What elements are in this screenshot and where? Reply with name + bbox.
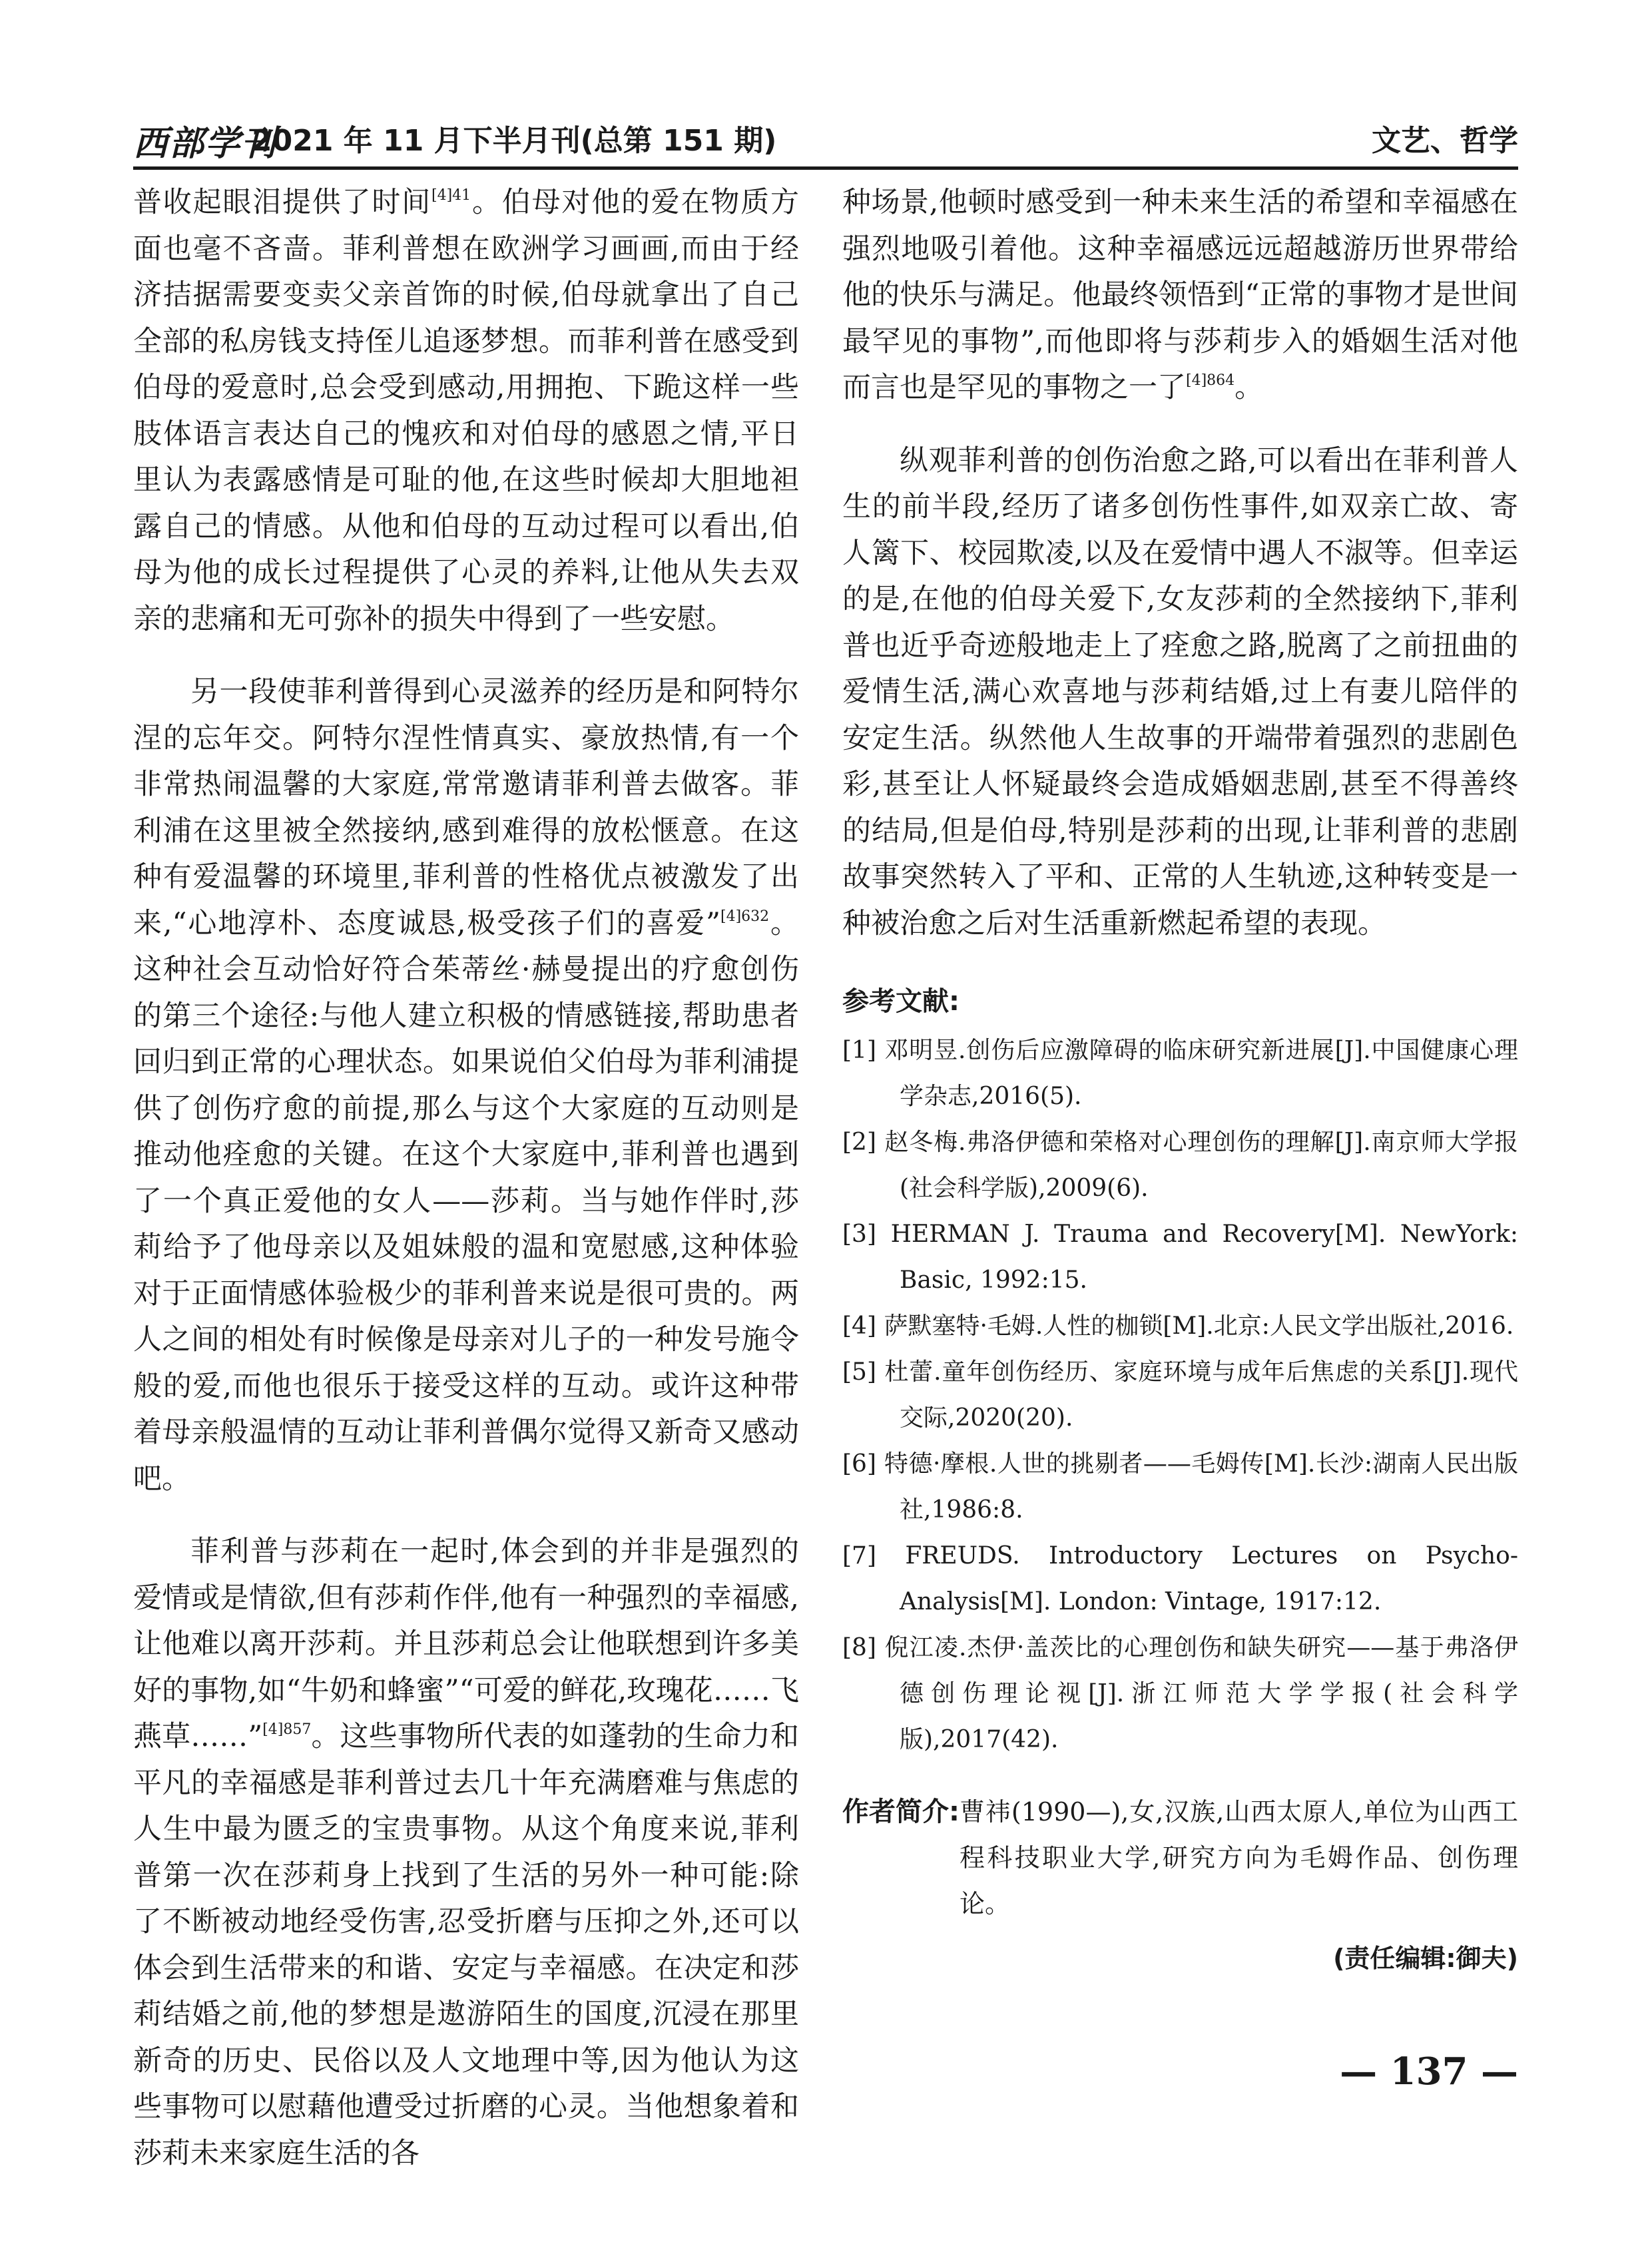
references-heading: 参考文献: (842, 986, 960, 1017)
author-bio (842, 1789, 1518, 1927)
body-paragraph: 菲利普与莎莉在一起时,体会到的并非是强烈的爱情或是情欲,但有莎莉作伴,他有一种强烈的幸福感,让他难以离开莎莉。并且莎莉总会让他联想到许多美好的事物,如“牛奶和蜂蜜”“可爱的鲜花,玫瑰花……飞燕草……”$^{[4]857}$。这些事物所代表的如蓬勃的生命力和平凡的幸福感是菲利普过去几十年充满磨难与焦虑的人生中最为匮乏的宝贵事物。从这个角度来说,菲利普第一次在莎莉身上找到了生活的另外一种可能:除了不断被动地经受伤害,忍受折磨与压抑之外,还可以体会到生活带来的和谐、安定与幸福感。在决定和莎莉结婚之前,他的梦想是遨游陌生的国度,沉浸在那里新奇的历史、民俗以及人文地理中等,因为他认为这些事物可以慰藉他遭受过折磨的心灵。当他想象着和莎莉未来家庭生活的各 (133, 1535, 800, 2170)
reference-item: [3] HERMAN J. Trauma and Recovery[M]. NewYork: Basic, 1992:15. (842, 1221, 1518, 1294)
author-text: 曹祎(1990—),女,汉族,山西太原人,单位为山西工程科技职业大学,研究方向为毛姆作品、创伤理论。 (960, 1797, 1518, 1918)
responsible-editor: (责任编辑:御夫) (1333, 1944, 1518, 1973)
section-name: 文艺、哲学 (1372, 124, 1518, 158)
left-column (133, 180, 799, 2177)
body-paragraph: 种场景,他顿时感受到一种未来生活的希望和幸福感在强烈地吸引着他。这种幸福感远远超越游历世界带给他的快乐与满足。他最终领悟到“正常的事物才是世间最罕见的事物”,而他即将与莎莉步入的婚姻生活对他而言也是罕见的事物之一了$^{[4]864}$。 (842, 186, 1518, 404)
reference-item: [4] 萨默塞特·毛姆.人性的枷锁[M].北京:人民文学出版社,2016. (842, 1312, 1514, 1340)
body-paragraph: 另一段使菲利普得到心灵滋养的经历是和阿特尔涅的忘年交。阿特尔涅性情真实、豪放热情,有一个非常热闹温馨的大家庭,常常邀请菲利普去做客。菲利浦在这里被全然接纳,感到难得的放松惬意。在这种有爱温馨的环境里,菲利普的性格优点被激发了出来,“心地淳朴、态度诚恳,极受孩子们的喜爱”$^{[4]632}$。这种社会互动恰好符合茱蒂丝·赫曼提出的疗愈创伤的第三个途径:与他人建立积极的情感链接,帮助患者回归到正常的心理状态。如果说伯父伯母为菲利浦提供了创伤疗愈的前提,那么与这个大家庭的互动则是推动他痊愈的关键。在这个大家庭中,菲利普也遇到了一个真正爱他的女人——莎莉。当与她作伴时,莎莉给予了他母亲以及姐妹般的温和宽慰感,这种体验对于正面情感体验极少的菲利普来说是很可贵的。两人之间的相处有时候像是母亲对儿子的一种发号施令般的爱,而他也很乐于接受这样的互动。或许这种带着母亲般温情的互动让菲利普偶尔觉得又新奇又感动吧。 (133, 675, 799, 1496)
citation: [4]864 (1186, 372, 1235, 389)
body-paragraph: 普收起眼泪提供了时间$^{[4]41}$。伯母对他的爱在物质方面也毫不吝啬。菲利普想在欧洲学习画画,而由于经济拮据需要变卖父亲首饰的时候,伯母就拿出了自己全部的私房钱支持侄儿追逐梦想。而菲利普在感受到伯母的爱意时,总会受到感动,用拥抱、下跪这样一些肢体语言表达自己的愧疚和对伯母的感恩之情,平日里认为表露感情是可耻的他,在这些时候却大胆地袒露自己的情感。从他和伯母的互动过程可以看出,伯母为他的成长过程提供了心灵的养料,让他从失去双亲的悲痛和无可弥补的损失中得到了一些安慰。 (133, 186, 800, 636)
reference-item: [5] 杜蕾.童年创伤经历、家庭环境与成年后焦虑的关系[J].现代交际,2020(20). (842, 1358, 1518, 1432)
page-number: — 137 — (1340, 2050, 1518, 2094)
right-column (842, 180, 1518, 1974)
citation: [4]857 (262, 1721, 312, 1738)
author-label: 作者简介: (842, 1797, 960, 1827)
page-header (133, 110, 1518, 163)
reference-item: [6] 特德·摩根.人世的挑剔者——毛姆传[M].长沙:湖南人民出版社,1986:8. (842, 1450, 1518, 1524)
citation: [4]41 (431, 187, 471, 204)
citation: [4]632 (720, 908, 770, 925)
issue-info: 2021 年 11 月下半月刊(总第 151 期) (252, 124, 777, 158)
body-paragraph: 纵观菲利普的创伤治愈之路,可以看出在菲利普人生的前半段,经历了诸多创伤性事件,如双亲亡故、寄人篱下、校园欺凌,以及在爱情中遇人不淑等。但幸运的是,在他的伯母关爱下,女友莎莉的全然接纳下,菲利普也近乎奇迹般地走上了痊愈之路,脱离了之前扭曲的爱情生活,满心欢喜地与莎莉结婚,过上有妻儿陪伴的安定生活。纵然他人生故事的开端带着强烈的悲剧色彩,甚至让人怀疑最终会造成婚姻悲剧,甚至不得善终的结局,但是伯母,特别是莎莉的出现,让菲利普的悲剧故事突然转入了平和、正常的人生轨迹,这种转变是一种被治愈之后对生活重新燃起希望的表现。 (842, 443, 1518, 940)
reference-item: [8] 倪江凌.杰伊·盖茨比的心理创伤和缺失研究——基于弗洛伊德创伤理论视[J].浙江师范大学学报(社会科学版),2017(42). (842, 1634, 1518, 1753)
reference-item: [2] 赵冬梅.弗洛伊德和荣格对心理创伤的理解[J].南京师大学报(社会科学版),2009(6). (842, 1129, 1518, 1202)
journal-logo: 西部学刊 (133, 123, 278, 164)
header-rule (133, 166, 1518, 170)
reference-item: [7] FREUDS. Introductory Lectures on Psycho-Analysis[M]. London: Vintage, 1917:12. (842, 1542, 1518, 1615)
reference-item: [1] 邓明昱.创伤后应激障碍的临床研究新进展[J].中国健康心理学杂志,2016(5). (842, 1037, 1518, 1110)
